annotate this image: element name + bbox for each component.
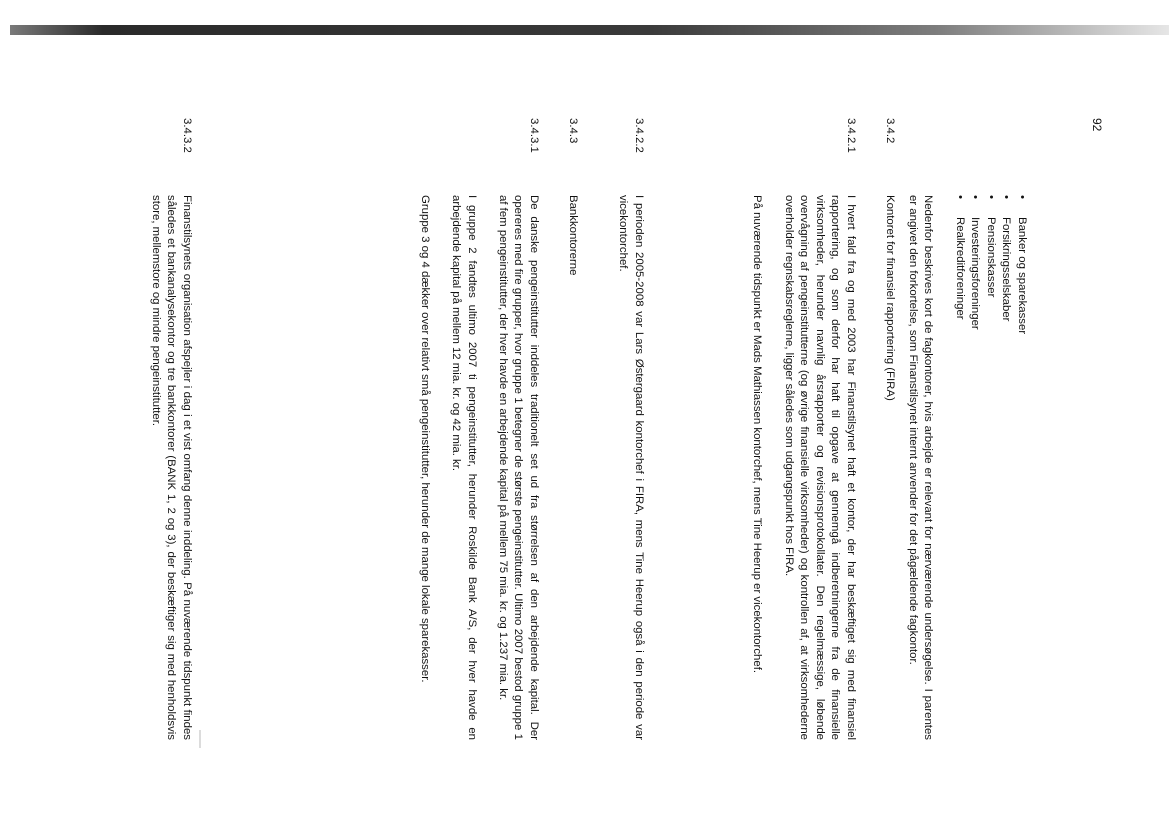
paragraph: I perioden 2005-2008 var Lars Østergaard kontorchef i FIRA, mens Tine Heerup også i den periode var vicekontorchef. xyxy=(617,195,645,740)
paragraph: I gruppe 2 fandtes ultimo 2007 ti pengeinstitutter, herunder Roskilde Bank A/S, der hver havde en arbejdende kapital på mellem 12 mia. kr. og 42 mia. kr. xyxy=(450,195,478,740)
institution-bullet-list xyxy=(951,195,1029,740)
section-number: 3.4.2.1 xyxy=(845,118,857,153)
section-body xyxy=(599,195,646,740)
rotated-page xyxy=(114,118,1104,818)
section-body xyxy=(549,195,580,740)
section-number: 3.4.3.2 xyxy=(181,118,193,153)
intro-body xyxy=(889,195,1029,740)
intro-paragraph: Nedenfor beskrives kort de fagkontorer, hvis arbejde er relevant for nærværende undersøgelse. I parentes er angivet den forkortelse, som Finanstilsynet internt anvender for det pågældende fagkontor. xyxy=(906,195,935,740)
list-item: • Investeringsforeninger xyxy=(967,195,983,740)
section-body xyxy=(401,195,541,740)
paragraph: Gruppe 3 og 4 dækker over relativt små pengeinstitutter, herunder de mange lokale sparekasser. xyxy=(418,195,431,683)
paragraph: Finanstilsynets organisation afspejler i dag i et vist omfang denne inddeling. På nuværende tidspunkt findes således et bankanalysekontor og tre bankkontorer (BANK 1, 2 og 3), der beskæftiger sig med henholdsvis store, mellemstore og mindre pengeinstitutter. xyxy=(149,195,193,740)
section-heading: Kontoret for finansiel rapportering (FIRA) xyxy=(884,195,896,401)
section-body xyxy=(866,195,897,740)
section-body xyxy=(132,195,194,740)
scan-edge-bar xyxy=(10,25,1169,35)
list-item: • Forsikringsselskaber xyxy=(998,195,1014,740)
list-item: • Realkreditforeninger xyxy=(951,195,967,740)
section-number: 3.4.2.2 xyxy=(633,118,645,153)
section-body xyxy=(733,195,858,740)
section-number: 3.4.2 xyxy=(884,118,896,144)
section-heading: Bankkontorerne xyxy=(567,195,579,276)
section-number: 3.4.3 xyxy=(567,118,579,144)
paragraph: I hvert fald fra og med 2003 har Finanstilsynet haft et kontor, der har beskæftiget sig med finansiel rapportering, og som derfor har haft til opgave at gennemgå indberetningerne fra de finansielle virksomheder, herunder navnlig årsrapporter og revisionsprotokollater. Den regelmæssige, løbende overvågning af pengeinstitutterne (og øvrige finansielle virksomheder) og kontrollen af, at virksomhederne overholder regnskabsreglerne, ligger således som udgangspunkt hos FIRA. xyxy=(782,195,857,740)
list-item: • Pensionskasser xyxy=(982,195,998,740)
list-item: • Banker og sparekasser xyxy=(1013,195,1029,740)
page-number: 92 xyxy=(1090,118,1104,132)
paragraph: De danske pengeinstitutter inddeles traditionelt set ud fra størrelsen af den arbejdende kapital. Der opereres med fire grupper, hvor gruppe 1 betegner de største pengeinstitutter. Ultimo 2007 bestod gruppe 1 af fem pengeinstitutter, der hver havde en arbejdende kapital på mellem 75 mia. kr. og 1.237 mia. kr. xyxy=(496,195,540,740)
paragraph: På nuværende tidspunkt er Mads Mathiassen kontorchef, mens Tine Heerup er vicekontorchef. xyxy=(751,195,764,674)
section-number: 3.4.3.1 xyxy=(528,118,540,153)
